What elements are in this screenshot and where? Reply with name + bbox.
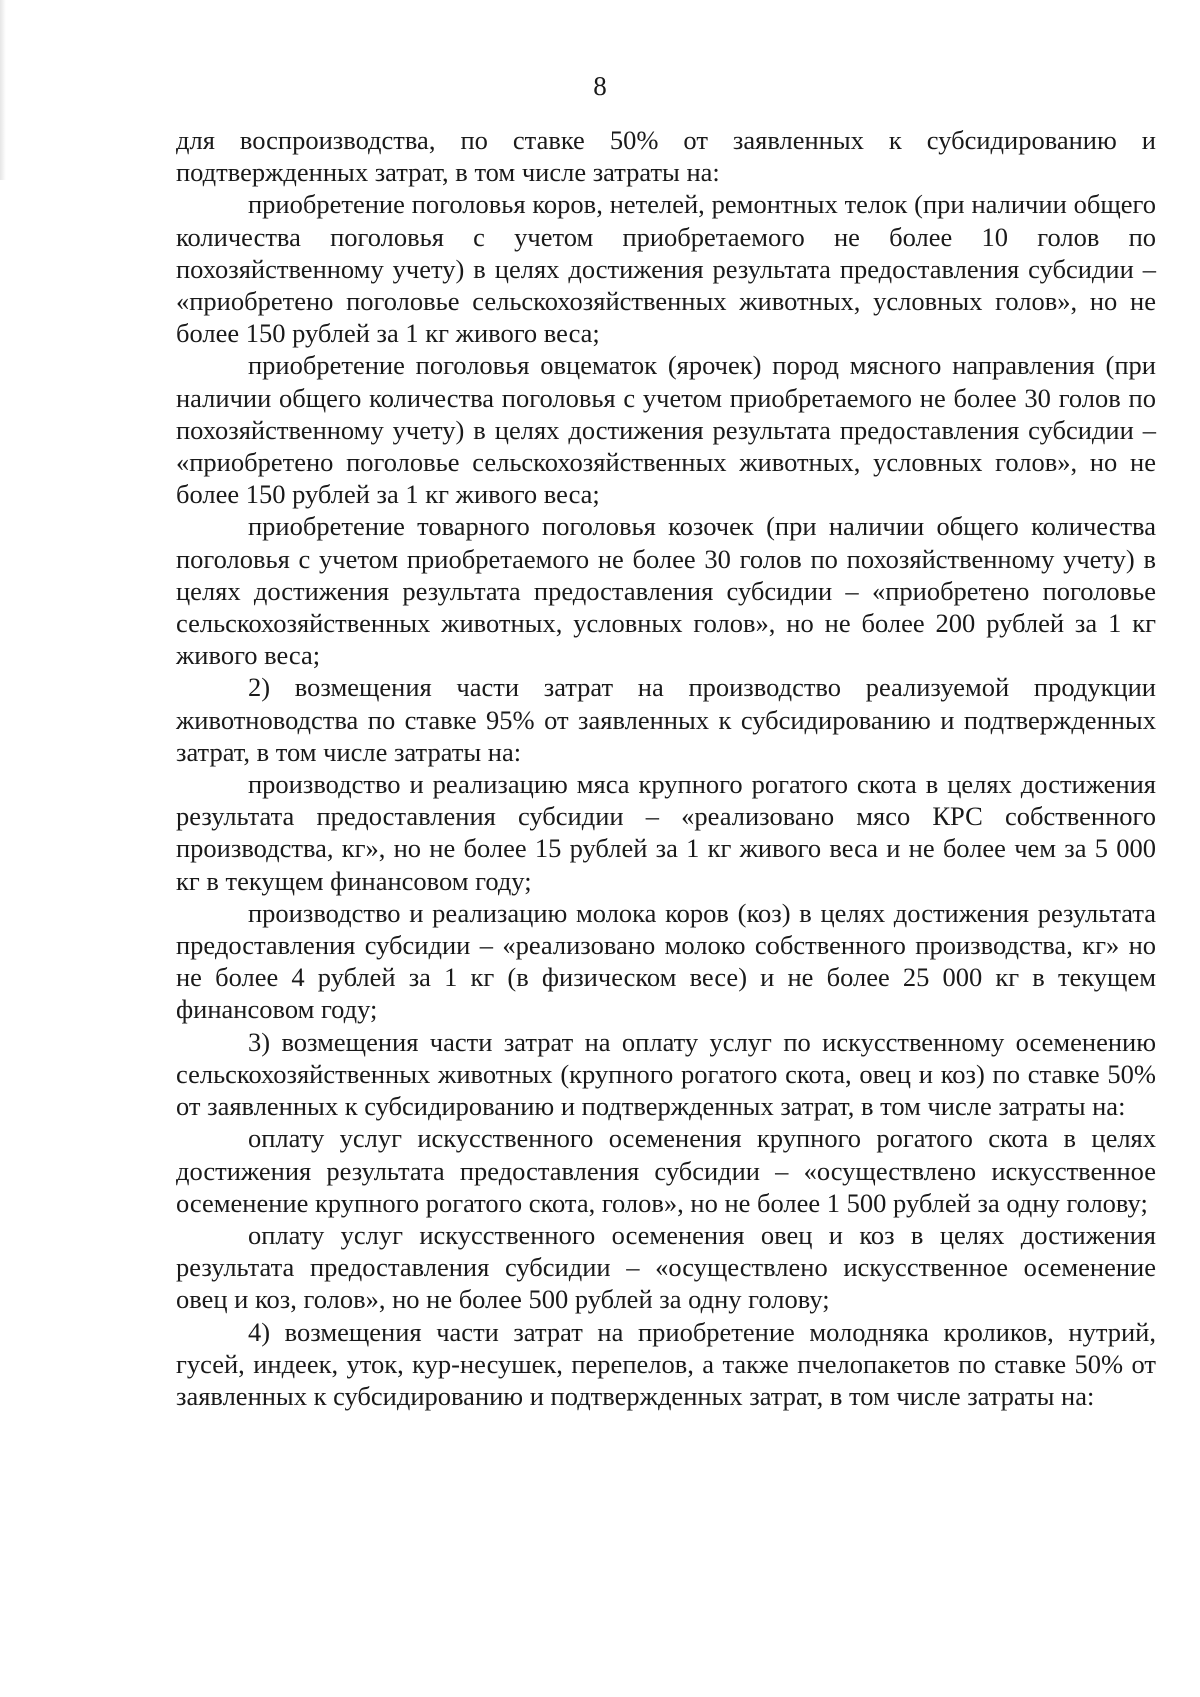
paragraph: 4) возмещения части затрат на приобретение молодняка кроликов, нутрий, гусей, индеек, уток, кур-несушек, перепелов, а также пчелопакетов по ставке 50% от заявленных к субсидированию и подтвержденных затрат, в том числе затраты на: (176, 1316, 1156, 1411)
paragraph: приобретение поголовья овцематок (ярочек) пород мясного направления (при наличии общего количества поголовья с учетом приобретаемого не более 30 голов по похозяйственному учету) в целях достижения результата предоставления субсидии – «приобретено поголовье сельскохозяйственных животных, условных голов», но не более 150 рублей за 1 кг живого веса; (176, 350, 1156, 510)
paragraph: оплату услуг искусственного осеменения крупного рогатого скота в целях достижения результата предоставления субсидии – «осуществлено искусственное осеменение крупного рогатого скота, голов», но не более 1 500 рублей за одну голову; (176, 1123, 1156, 1218)
paragraph: для воспроизводства, по ставке 50% от заявленных к субсидированию и подтвержденных затрат, в том числе затраты на: (176, 125, 1156, 188)
paragraph: приобретение поголовья коров, нетелей, ремонтных телок (при наличии общего количества поголовья с учетом приобретаемого не более 10 голов по похозяйственному учету) в целях достижения результата предоставления субсидии – «приобретено поголовье сельскохозяйственных животных, условных голов», но не более 150 рублей за 1 кг живого веса; (176, 189, 1156, 349)
paragraph: оплату услуг искусственного осеменения овец и коз в целях достижения результата предоставления субсидии – «осуществлено искусственное осеменение овец и коз, голов», но не более 500 рублей за одну голову; (176, 1219, 1156, 1315)
paragraph: производство и реализацию молока коров (коз) в целях достижения результата предоставления субсидии – «реализовано молоко собственного производства, кг» но не более 4 рублей за 1 кг (в физическом весе) и не более 25 000 кг в текущем финансовом году; (176, 897, 1156, 1025)
page-number: 8 (593, 71, 607, 101)
paragraph: приобретение товарного поголовья козочек (при наличии общего количества поголовья с учетом приобретаемого не более 30 голов по похозяйственному учету) в целях достижения результата предоставления субсидии – «приобретено поголовье сельскохозяйственных животных, условных голов», но не более 200 рублей за 1 кг живого веса; (176, 511, 1156, 671)
paragraph: производство и реализацию мяса крупного рогатого скота в целях достижения результата предоставления субсидии – «реализовано мясо КРС собственного производства, кг», но не более 15 рублей за 1 кг живого веса и не более чем за 5 000 кг в текущем финансовом году; (176, 769, 1156, 896)
document-body (176, 124, 1156, 1412)
paragraph: 2) возмещения части затрат на производство реализуемой продукции животноводства по ставке 95% от заявленных к субсидированию и подтвержденных затрат, в том числе затраты на: (176, 672, 1156, 767)
paragraph: 3) возмещения части затрат на оплату услуг по искусственному осеменению сельскохозяйственных животных (крупного рогатого скота, овец и коз) по ставке 50% от заявленных к субсидированию и подтвержденных затрат, в том числе затраты на: (176, 1026, 1156, 1122)
